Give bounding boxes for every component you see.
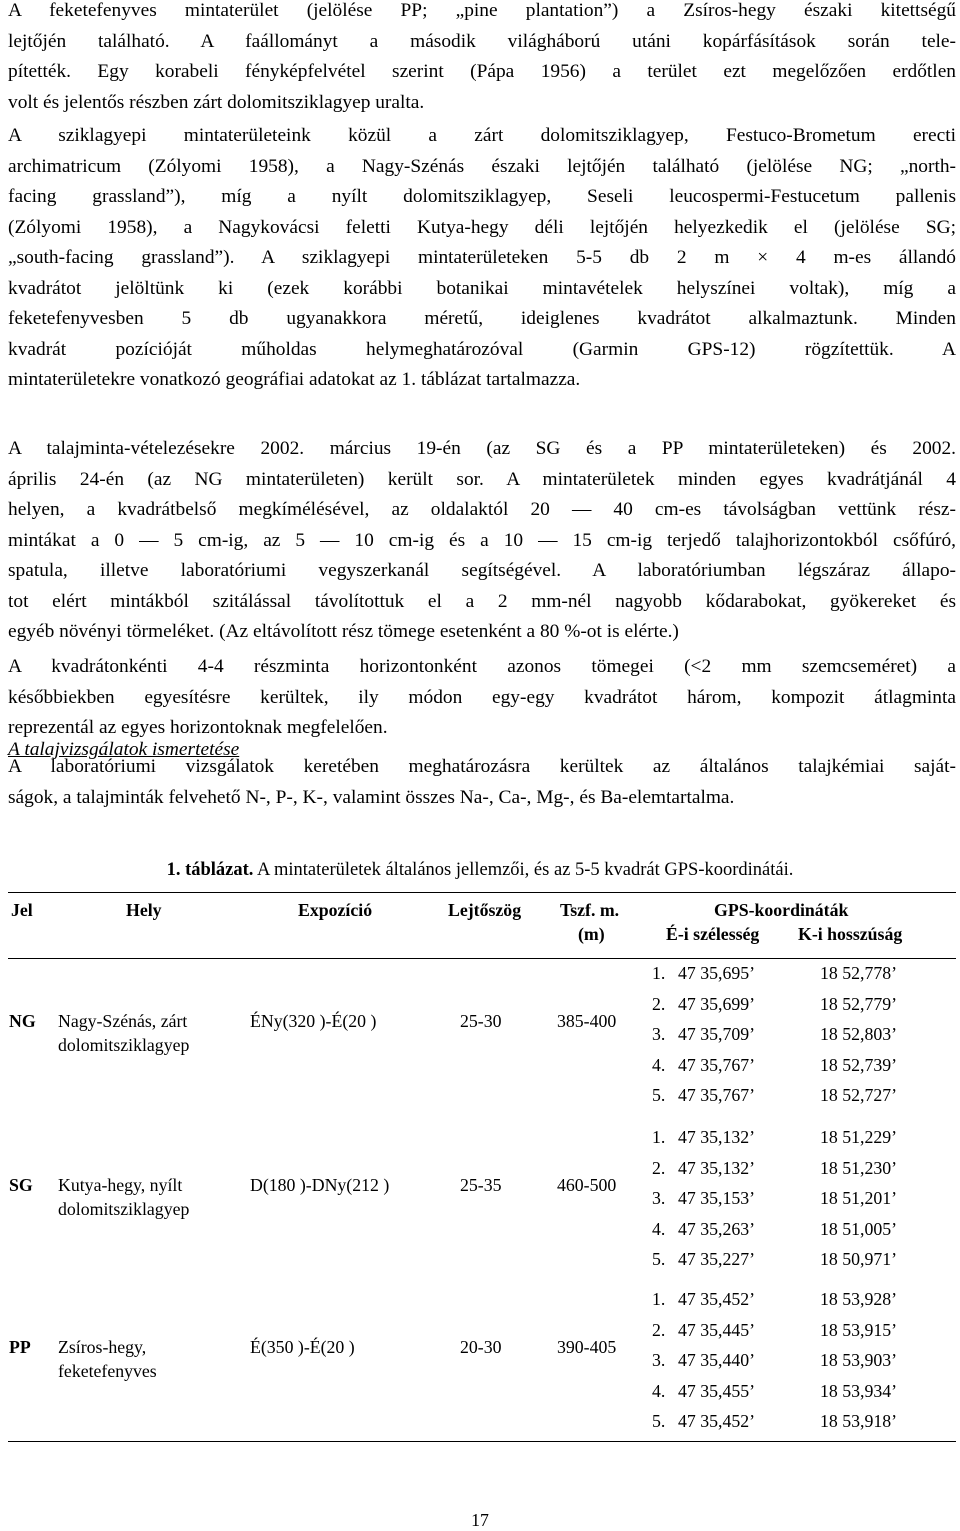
- text-line: „south-facing grassland”). A sziklagyepi mintaterületeken 5-5 db 2 m × 4 m-es állandó: [8, 247, 956, 268]
- table-top-rule: [8, 892, 956, 893]
- text-line: A laboratóriumi vizsgálatok keretében meghatározásra kerültek az általános talajkémiai saját-: [8, 756, 956, 777]
- text-line: facing grassland”), míg a nyílt dolomitsziklagyep, Seseli leucospermi-Festucetum pallenis: [8, 186, 956, 207]
- cell-point-number: 3.: [652, 1350, 666, 1371]
- paragraph-soil-sampling: [8, 434, 956, 648]
- text-line: mintákat a 0 — 5 cm-ig, az 5 — 10 cm-ig és a 10 — 15 cm-ig terjedő talajhorizontokból csőfúró,: [8, 529, 956, 551]
- table-caption-text: A mintaterületek általános jellemzői, és az 5-5 kvadrát GPS-koordinátái.: [253, 860, 794, 880]
- cell-longitude: 18 50,971’: [820, 1249, 898, 1270]
- cell-tszf: 460-500: [557, 1174, 617, 1195]
- text-line: A sziklagyepi mintaterületeink közül a zárt dolomitsziklagyep, Festuco-Brometum erecti: [8, 125, 956, 146]
- cell-hely-line: feketefenyves: [58, 1360, 157, 1381]
- cell-longitude: 18 52,803’: [820, 1024, 898, 1045]
- cell-hely-line: Zsíros-hegy,: [58, 1336, 147, 1357]
- cell-point-number: 4.: [652, 1380, 666, 1401]
- cell-point-number: 1.: [652, 1289, 666, 1309]
- table-header-rule: [8, 958, 956, 959]
- cell-point-number: 5.: [652, 1085, 666, 1106]
- header-tszf-unit: (m): [578, 924, 605, 944]
- cell-lejtoszog: 20-30: [460, 1336, 502, 1357]
- text-line: A feketefenyves mintaterület (jelölése PP; „pine plantation”) a Zsíros-hegy északi kitettségű: [8, 0, 956, 21]
- text-line: spatula, illetve laboratóriumi vegyszerkanál segítségével. A laboratóriumban légszáraz állapo-: [8, 560, 956, 581]
- cell-latitude: 47 35,132’: [678, 1127, 756, 1147]
- text-line: tot elért mintákból szitálással távolítottuk el a 2 mm-nél nagyobb kődarabokat, gyökereket és: [8, 590, 956, 612]
- cell-latitude: 47 35,695’: [678, 963, 756, 983]
- text-line: archimatricum (Zólyomi 1958), a Nagy-Szénás északi lejtőjén található (jelölése NG; „north-: [8, 155, 956, 177]
- cell-longitude: 18 51,229’: [820, 1127, 898, 1147]
- paragraph-composite-samples: [8, 652, 956, 744]
- cell-latitude: 47 35,767’: [678, 1085, 756, 1106]
- text-line: mintaterületekre vonatkozó geográfiai adatokat az 1. táblázat tartalmazza.: [8, 369, 581, 390]
- cell-point-number: 5.: [652, 1411, 666, 1432]
- table-caption: [0, 856, 960, 884]
- header-lon: K-i hosszúság: [798, 924, 903, 944]
- text-line: április 24-én (az NG mintaterületen) került sor. A mintaterületek minden egyes kvadrátjánál 4: [8, 468, 956, 490]
- cell-longitude: 18 51,230’: [820, 1157, 898, 1178]
- cell-jel: SG: [9, 1174, 33, 1195]
- cell-point-number: 2.: [652, 1157, 666, 1178]
- cell-longitude: 18 51,201’: [820, 1188, 898, 1209]
- cell-hely-line: Kutya-hegy, nyílt: [58, 1174, 183, 1195]
- cell-jel: NG: [9, 1010, 36, 1031]
- header-tszf: Tszf. m.: [560, 900, 620, 920]
- text-line: reprezentál az egyes horizontoknak megfelelően.: [8, 717, 388, 738]
- text-line: ságok, a talajminták felvehető N-, P-, K-, valamint összes Na-, Ca-, Mg-, és Ba-elemtartalma.: [8, 786, 735, 808]
- cell-longitude: 18 52,739’: [820, 1054, 898, 1075]
- cell-lejtoszog: 25-30: [460, 1010, 502, 1031]
- cell-longitude: 18 52,727’: [820, 1085, 898, 1106]
- cell-latitude: 47 35,132’: [678, 1157, 756, 1178]
- cell-latitude: 47 35,452’: [678, 1289, 756, 1309]
- cell-point-number: 1.: [652, 1127, 666, 1147]
- text-line: későbbiekben egyesítésre kerültek, ily módon egy-egy kvadrátot három, kompozit átlagminta: [8, 686, 956, 708]
- text-line: volt és jelentős részben zárt dolomitsziklagyep uralta.: [8, 91, 425, 113]
- cell-hely-line: dolomitsziklagyep: [58, 1198, 190, 1219]
- cell-expozicio: ÉNy(320 )-É(20 ): [250, 1010, 377, 1031]
- cell-point-number: 3.: [652, 1024, 666, 1045]
- paragraph-grassland-sites: [8, 121, 956, 396]
- cell-longitude: 18 53,903’: [820, 1350, 898, 1371]
- cell-latitude: 47 35,767’: [678, 1054, 756, 1075]
- header-hely: Hely: [126, 900, 162, 920]
- table-caption-label: 1. táblázat.: [166, 860, 254, 880]
- cell-latitude: 47 35,153’: [678, 1188, 756, 1209]
- cell-latitude: 47 35,263’: [678, 1218, 756, 1239]
- text-line: A talajminta-vételezésekre 2002. március 19-én (az SG és a PP mintaterületeken) és 2002.: [8, 438, 956, 459]
- text-line: lejtőjén található. A faállományt a második világháború utáni kopárfásítások során tele-: [8, 30, 956, 52]
- cell-longitude: 18 52,779’: [820, 993, 898, 1014]
- cell-point-number: 2.: [652, 993, 666, 1014]
- cell-hely-line: dolomitsziklagyep: [58, 1034, 190, 1055]
- cell-tszf: 390-405: [557, 1336, 617, 1357]
- cell-point-number: 5.: [652, 1249, 666, 1270]
- cell-latitude: 47 35,455’: [678, 1380, 756, 1401]
- cell-longitude: 18 53,934’: [820, 1380, 898, 1401]
- cell-expozicio: D(180 )-DNy(212 ): [250, 1174, 390, 1195]
- page-number: 17: [471, 1510, 489, 1530]
- text-line: kvadrátot jelöltünk ki (ezek korábbi botanikai mintavételek helyszínei voltak), míg a: [8, 277, 956, 299]
- cell-latitude: 47 35,445’: [678, 1319, 756, 1340]
- cell-longitude: 18 52,778’: [820, 963, 898, 983]
- cell-latitude: 47 35,709’: [678, 1024, 756, 1045]
- cell-longitude: 18 53,915’: [820, 1319, 898, 1340]
- cell-longitude: 18 53,918’: [820, 1411, 898, 1432]
- header-gps: GPS-koordináták: [714, 900, 849, 920]
- text-line: egyéb növényi törmeléket. (Az eltávolított rész tömege esetenként a 80 %-ot is elérte.): [8, 621, 679, 642]
- header-lat: É-i szélesség: [666, 924, 760, 944]
- text-line: (Zólyomi 1958), a Nagykovácsi feletti Kutya-hegy déli lejtőjén helyezkedik el (jelölése SG;: [8, 216, 956, 238]
- cell-point-number: 3.: [652, 1188, 666, 1209]
- section-heading-soil-analysis: A talajvizsgálatok ismertetése: [8, 739, 240, 760]
- cell-longitude: 18 51,005’: [820, 1218, 898, 1239]
- text-line: A kvadrátonkénti 4-4 részminta horizontonként azonos tömegei (<2 mm szemcseméret) a: [8, 656, 956, 677]
- cell-tszf: 385-400: [557, 1010, 617, 1031]
- cell-latitude: 47 35,440’: [678, 1350, 756, 1371]
- cell-latitude: 47 35,699’: [678, 993, 756, 1014]
- cell-point-number: 2.: [652, 1319, 666, 1340]
- cell-lejtoszog: 25-35: [460, 1174, 502, 1195]
- header-expozicio: Expozíció: [298, 900, 373, 920]
- header-jel: Jel: [11, 900, 33, 920]
- text-line: pítették. Egy korabeli fényképfelvétel szerint (Pápa 1956) a terület ezt megelőzően erdőtlen: [8, 61, 956, 82]
- cell-point-number: 4.: [652, 1054, 666, 1075]
- text-line: kvadrát pozícióját műholdas helymeghatározóval (Garmin GPS-12) rögzítettük. A: [8, 338, 956, 360]
- text-line: feketefenyvesben 5 db ugyanakkora méretű, ideiglenes kvadrátot alkalmaztunk. Minden: [8, 308, 956, 329]
- paragraph-lab-analyses: [8, 752, 956, 813]
- cell-point-number: 1.: [652, 963, 666, 983]
- cell-latitude: 47 35,452’: [678, 1411, 756, 1432]
- table-bottom-rule: [8, 1441, 956, 1442]
- cell-jel: PP: [9, 1336, 31, 1357]
- header-lejtoszog: Lejtőszög: [448, 900, 522, 920]
- cell-hely-line: Nagy-Szénás, zárt: [58, 1010, 188, 1031]
- cell-latitude: 47 35,227’: [678, 1249, 756, 1270]
- paragraph-pine-plantation: [8, 0, 956, 118]
- cell-longitude: 18 53,928’: [820, 1289, 898, 1309]
- cell-expozicio: É(350 )-É(20 ): [250, 1336, 355, 1357]
- cell-point-number: 4.: [652, 1218, 666, 1239]
- text-line: helyen, a kvadrátbelső megkímélésével, az oldalaktól 20 — 40 cm-es távolságban vettünk rész-: [8, 499, 956, 520]
